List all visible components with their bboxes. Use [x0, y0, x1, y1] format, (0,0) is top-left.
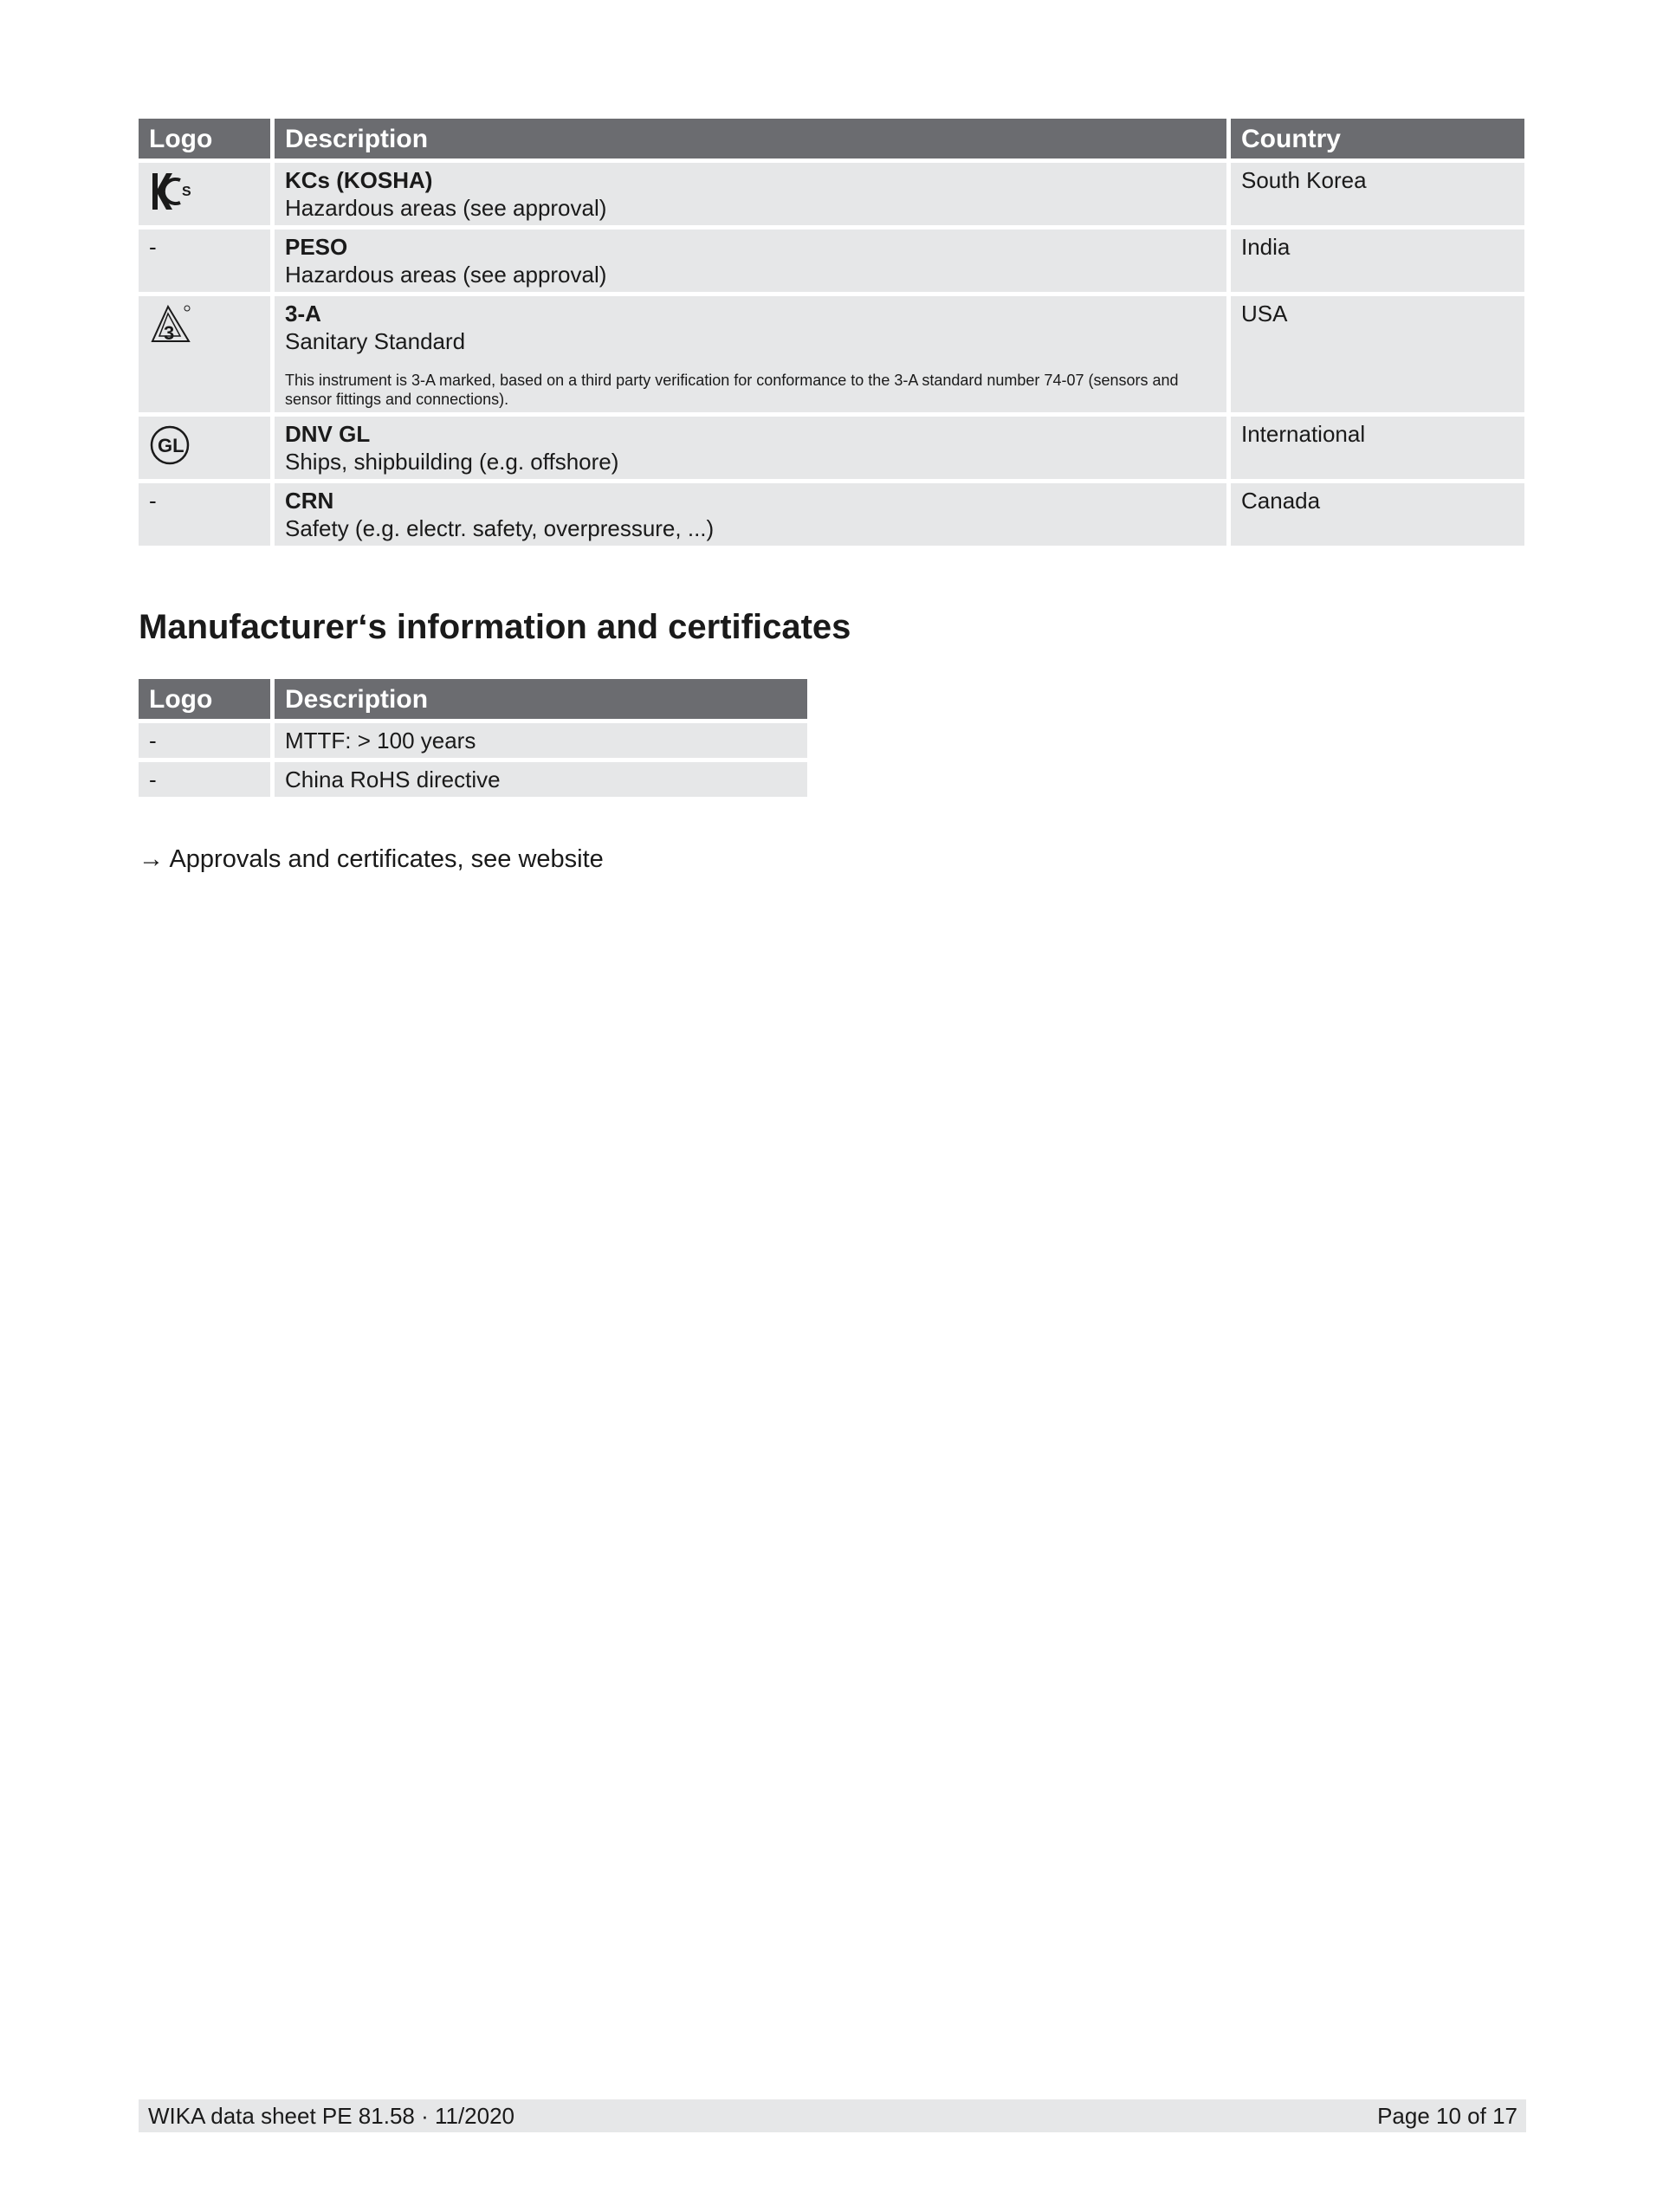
country-cell: International: [1231, 417, 1524, 479]
header-logo: Logo: [139, 119, 270, 158]
description-cell: MTTF: > 100 years: [275, 723, 807, 758]
table-row: [139, 163, 1524, 225]
approval-title: CRN: [285, 488, 334, 514]
3a-icon: [149, 303, 194, 346]
description-cell: [275, 230, 1226, 292]
page-footer: [139, 2099, 1526, 2132]
table-row: [139, 296, 1524, 412]
approval-title: DNV GL: [285, 421, 371, 447]
approval-subtitle: Hazardous areas (see approval): [285, 262, 607, 288]
table-row: [139, 417, 1524, 479]
country-cell: USA: [1231, 296, 1524, 412]
footer-page-number: Page 10 of 17: [1377, 2103, 1517, 2129]
description-cell: [275, 163, 1226, 225]
approval-title: 3-A: [285, 301, 321, 327]
approval-title: KCs (KOSHA): [285, 167, 433, 193]
approval-subtitle: Hazardous areas (see approval): [285, 195, 607, 221]
country-cell: South Korea: [1231, 163, 1524, 225]
approval-note: This instrument is 3-A marked, based on a third party verification for conformance to the 3-A standard number 74-07 (sensors and sensor fittings and connections).: [285, 372, 1179, 408]
approvals-website-link[interactable]: → Approvals and certificates, see website: [139, 845, 604, 873]
kcs-icon: [149, 170, 192, 213]
header-description: Description: [275, 679, 807, 719]
svg-text:S: S: [182, 184, 191, 199]
logo-cell: -: [139, 230, 270, 292]
footer-document-id: WIKA data sheet PE 81.58 · 11/2020: [148, 2103, 515, 2129]
approvals-table: [134, 114, 1529, 550]
logo-cell: [139, 163, 270, 225]
approval-title: PESO: [285, 234, 348, 260]
header-country: Country: [1231, 119, 1524, 158]
table-row: [139, 230, 1524, 292]
description-cell: [275, 483, 1226, 546]
header-description: Description: [275, 119, 1226, 158]
section-heading: Manufacturer‘s information and certificates: [139, 608, 851, 646]
table-row: [139, 723, 807, 758]
svg-text:GL: GL: [158, 435, 184, 456]
manufacturer-table: [134, 675, 812, 801]
description-cell: China RoHS directive: [275, 762, 807, 797]
approval-subtitle: Sanitary Standard: [285, 328, 466, 354]
country-cell: Canada: [1231, 483, 1524, 546]
svg-text:3: 3: [164, 322, 175, 344]
logo-cell: -: [139, 723, 270, 758]
logo-cell: [139, 296, 270, 412]
logo-cell: -: [139, 483, 270, 546]
dnv-gl-icon: [149, 424, 192, 467]
table-row: [139, 762, 807, 797]
logo-cell: -: [139, 762, 270, 797]
country-cell: India: [1231, 230, 1524, 292]
description-cell: [275, 417, 1226, 479]
header-logo: Logo: [139, 679, 270, 719]
approval-subtitle: Safety (e.g. electr. safety, overpressure, ...): [285, 515, 715, 541]
approval-subtitle: Ships, shipbuilding (e.g. offshore): [285, 449, 619, 475]
table-row: [139, 483, 1524, 546]
description-cell: [275, 296, 1226, 412]
logo-cell: [139, 417, 270, 479]
